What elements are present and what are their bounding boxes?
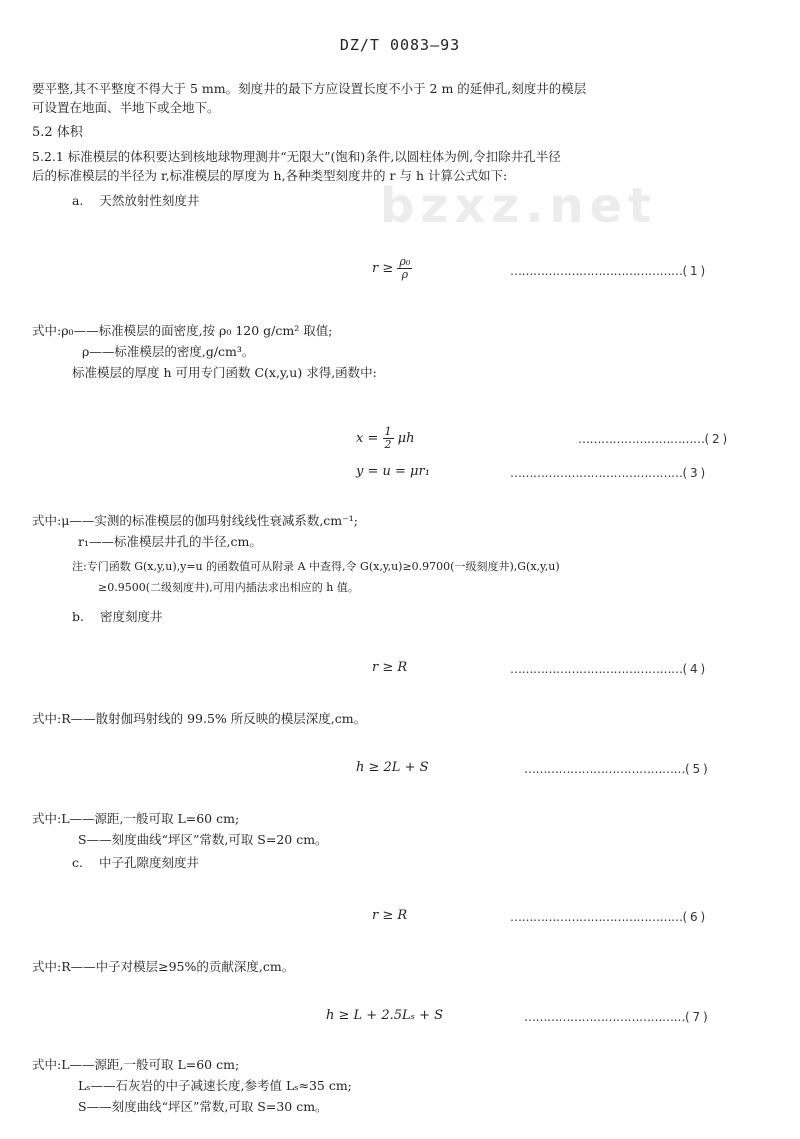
where-6-line-3: S——刻度曲线“坪区”常数,可取 S=30 cm。 [78, 1099, 328, 1114]
item-a [72, 192, 199, 209]
equation-1-denominator: ρ [401, 268, 409, 281]
equation-2-denominator: 2 [384, 438, 392, 451]
item-c [72, 854, 199, 871]
equation-1-number: ( 1 ) [682, 264, 705, 278]
equation-2-numerator: 1 [384, 425, 392, 438]
equation-7-leader: ……………………………………( 7 ) [524, 1010, 708, 1024]
equation-2-leader: ……………………………( 2 ) [578, 432, 727, 446]
item-b-title: 密度刻度井 [99, 609, 163, 624]
equation-1 [372, 256, 412, 281]
item-c-label: c. [72, 855, 83, 870]
equation-2-fraction [383, 426, 394, 451]
equation-6-leader: ………………………………………( 6 ) [510, 910, 705, 924]
equation-4-number: ( 4 ) [682, 662, 705, 676]
item-a-title: 天然放射性刻度井 [99, 193, 200, 208]
equation-2-number: ( 2 ) [704, 432, 727, 446]
intro-line-2: 可设置在地面、半地下或全地下。 [32, 100, 220, 115]
equation-5-number: ( 5 ) [685, 762, 708, 776]
equation-4: r ≥ R [372, 660, 408, 675]
equation-2-tail: μh [397, 431, 415, 446]
note-line-1: 注:专门函数 G(x,y,u),y=u 的函数值可从附录 A 中查得,令 G(x,y,u)≥0.9700(一级刻度井),G(x,y,u) [72, 560, 560, 573]
where-1-line-1: 式中:ρ₀——标准模层的面密度,按 ρ₀ 120 g/cm² 取值; [32, 323, 333, 338]
equation-6: r ≥ R [372, 908, 408, 923]
equation-1-lhs: r ≥ [372, 261, 398, 276]
equation-2 [356, 426, 414, 451]
equation-4-leader: ………………………………………( 4 ) [510, 662, 705, 676]
where-1-line-2: ρ——标准模层的密度,g/cm³。 [82, 344, 255, 359]
equation-3: y = u = μr₁ [356, 464, 430, 479]
item-b-label: b. [72, 609, 84, 624]
intro-line-1: 要平整,其不平整度不得大于 5 mm。刻度井的最下方应设置长度不小于 2 m 的延伸孔,刻度井的模层 [32, 81, 587, 96]
item-b [72, 608, 162, 625]
where-4-line-1: 式中:L——源距,一般可取 L=60 cm; [32, 811, 240, 826]
clause-line-2: 后的标准模层的半径为 r,标准模层的厚度为 h,各种类型刻度井的 r 与 h 计算公式如下: [32, 168, 508, 183]
where-2-line-2: r₁——标准模层井孔的半径,cm。 [78, 534, 262, 549]
where-5-line-1: 式中:R——中子对模层≥95%的贡献深度,cm。 [32, 959, 295, 974]
clause-line-1: 5.2.1 标准模层的体积要达到核地球物理测井“无限大”(饱和)条件,以圆柱体为例,令扣除井孔半径 [32, 149, 561, 164]
where-3-line-1: 式中:R——散射伽玛射线的 99.5% 所反映的模层深度,cm。 [32, 711, 367, 726]
where-4-line-2: S——刻度曲线“坪区”常数,可取 S=20 cm。 [78, 832, 328, 847]
section-title: 5.2 体积 [32, 125, 83, 140]
equation-5-leader: ……………………………………( 5 ) [524, 762, 708, 776]
where-6-line-1: 式中:L——源距,一般可取 L=60 cm; [32, 1057, 240, 1072]
item-a-label: a. [72, 193, 84, 208]
where-2-line-1: 式中:μ——实测的标准模层的伽玛射线线性衰减系数,cm⁻¹; [32, 513, 358, 528]
equation-2-lhs: x = [356, 431, 383, 446]
where-1-line-3: 标准模层的厚度 h 可用专门函数 C(x,y,u) 求得,函数中: [72, 365, 377, 380]
item-c-title: 中子孔隙度刻度井 [98, 855, 199, 870]
equation-1-fraction [397, 256, 412, 281]
equation-7-number: ( 7 ) [685, 1010, 708, 1024]
note-line-2: ≥0.9500(二级刻度井),可用内插法求出相应的 h 值。 [98, 581, 359, 594]
equation-1-leader: ………………………………………( 1 ) [510, 264, 705, 278]
watermark: bzxz.net [380, 178, 658, 234]
equation-3-leader: ………………………………………( 3 ) [510, 466, 705, 480]
equation-3-number: ( 3 ) [682, 466, 705, 480]
where-6-line-2: Lₛ——石灰岩的中子减速长度,参考值 Lₛ≈35 cm; [78, 1078, 352, 1093]
equation-6-number: ( 6 ) [682, 910, 705, 924]
standard-code-header: DZ/T 0083—93 [339, 36, 461, 54]
equation-1-numerator: ρ₀ [399, 255, 411, 268]
equation-5: h ≥ 2L + S [356, 760, 429, 775]
equation-7: h ≥ L + 2.5Lₛ + S [326, 1008, 444, 1023]
